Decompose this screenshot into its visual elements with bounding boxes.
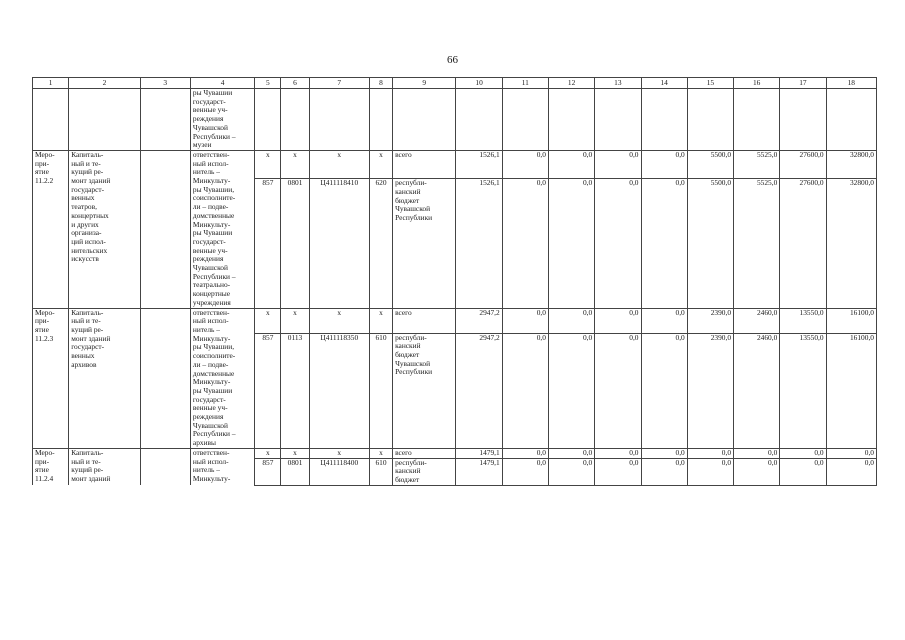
code-cell: x [255,448,281,458]
code-cell: x [309,308,369,333]
code-cell: 0113 [281,333,309,448]
value-cell: 13550,0 [780,333,826,448]
measure-name: Капиталь- ный и те- кущий ре- монт зданий [69,448,140,485]
value-cell: 0,0 [641,308,687,333]
value-cell: 16100,0 [826,333,876,448]
value-cell: 0,0 [780,458,826,485]
value-cell: 32800,0 [826,150,876,178]
value-cell: 0,0 [641,150,687,178]
column-header: 18 [826,78,876,89]
value-cell: 0,0 [548,333,594,448]
column-header: 3 [140,78,190,89]
value-cell: 0,0 [548,179,594,308]
code-cell: 620 [369,179,392,308]
column-header: 17 [780,78,826,89]
budget-table [32,77,877,486]
column-header: 12 [548,78,594,89]
executor-cell: ответствен- ный испол- нитель – Минкульту- ры Чувашии, соисполните- ли – подве- домственные Минкульту- ры Чувашии государст- венные уч- реждения Чувашской Республики – архивы [190,308,254,448]
value-cell: 0,0 [548,458,594,485]
value-cell: 0,0 [641,179,687,308]
code-cell: 610 [369,333,392,448]
value-cell: 5500,0 [687,179,733,308]
measure-name: Капиталь- ный и те- кущий ре- монт зданий государст- венных театров, концертных и других организа- ций испол- нительских искусств [69,150,140,308]
code-cell: 0801 [281,458,309,485]
column-header: 2 [69,78,140,89]
value-cell: 27600,0 [780,179,826,308]
measure-id: Меро- при- ятие 11.2.3 [33,308,69,448]
code-cell: Ц411118350 [309,333,369,448]
value-cell: 0,0 [502,333,548,448]
value-cell: 2460,0 [734,308,780,333]
value-cell: 0,0 [595,308,641,333]
column-header: 13 [595,78,641,89]
source-cell: всего [393,448,456,458]
column-header: 8 [369,78,392,89]
value-cell: 0,0 [548,308,594,333]
value-cell: 0,0 [826,458,876,485]
measure-id: Меро- при- ятие 11.2.4 [33,448,69,485]
code-cell: x [255,150,281,178]
value-cell: 0,0 [734,458,780,485]
code-cell: x [369,448,392,458]
value-cell: 0,0 [687,448,733,458]
value-cell: 5525,0 [734,179,780,308]
column-header: 1 [33,78,69,89]
value-cell: 5525,0 [734,150,780,178]
continuation-row [33,89,877,151]
source-cell: республи- канский бюджет Чувашской Республики [393,333,456,448]
value-cell: 2460,0 [734,333,780,448]
column-header: 5 [255,78,281,89]
code-cell: x [309,150,369,178]
value-cell: 2947,2 [456,308,502,333]
value-cell: 0,0 [502,179,548,308]
value-cell: 0,0 [548,448,594,458]
executor-cell: ответствен- ный испол- нитель – Минкульту- ры Чувашии, соисполните- ли – подве- домственные Минкульту- ры Чувашии государст- венные уч- реждения Чувашской Республики – театрально- концертные учреждения [190,150,254,308]
code-cell: x [281,448,309,458]
value-cell: 0,0 [687,458,733,485]
value-cell: 16100,0 [826,308,876,333]
value-cell: 0,0 [502,458,548,485]
code-cell: 857 [255,333,281,448]
executor-cell: ры Чувашии государст- венные уч- реждения Чувашской Республики – музеи [190,89,254,151]
code-cell: x [369,308,392,333]
source-cell: республи- канский бюджет Чувашской Республики [393,179,456,308]
column-header: 14 [641,78,687,89]
value-cell: 0,0 [595,333,641,448]
column-header: 16 [734,78,780,89]
value-cell: 32800,0 [826,179,876,308]
measure-total-row [33,448,877,458]
column-header: 7 [309,78,369,89]
column-number-row [33,78,877,89]
code-cell: x [281,150,309,178]
value-cell: 0,0 [641,333,687,448]
value-cell: 13550,0 [780,308,826,333]
value-cell: 0,0 [595,458,641,485]
value-cell: 5500,0 [687,150,733,178]
measure-name: Капиталь- ный и те- кущий ре- монт зданий государст- венных архивов [69,308,140,448]
empty-cell [140,308,190,448]
value-cell: 0,0 [595,150,641,178]
value-cell: 2390,0 [687,308,733,333]
measure-total-row [33,308,877,333]
column-header: 9 [393,78,456,89]
source-cell: всего [393,150,456,178]
value-cell: 1526,1 [456,150,502,178]
value-cell: 0,0 [502,308,548,333]
code-cell: 0801 [281,179,309,308]
value-cell: 27600,0 [780,150,826,178]
value-cell: 0,0 [826,448,876,458]
measure-id: Меро- при- ятие 11.2.2 [33,150,69,308]
code-cell: 857 [255,179,281,308]
column-header: 10 [456,78,502,89]
empty-cell [140,448,190,485]
code-cell: x [309,448,369,458]
code-cell: Ц411118410 [309,179,369,308]
value-cell: 0,0 [502,150,548,178]
source-cell: республи- канский бюджет [393,458,456,485]
column-header: 15 [687,78,733,89]
value-cell: 0,0 [641,458,687,485]
code-cell: x [255,308,281,333]
code-cell: x [281,308,309,333]
value-cell: 0,0 [548,150,594,178]
value-cell: 2390,0 [687,333,733,448]
value-cell: 0,0 [502,448,548,458]
code-cell: Ц411118400 [309,458,369,485]
value-cell: 1479,1 [456,448,502,458]
column-header: 11 [502,78,548,89]
value-cell: 0,0 [595,179,641,308]
code-cell: x [369,150,392,178]
value-cell: 2947,2 [456,333,502,448]
page-number: 66 [447,54,458,66]
source-cell: всего [393,308,456,333]
value-cell: 0,0 [780,448,826,458]
value-cell: 1479,1 [456,458,502,485]
value-cell: 1526,1 [456,179,502,308]
column-header: 6 [281,78,309,89]
empty-cell [140,150,190,308]
value-cell: 0,0 [595,448,641,458]
executor-cell: ответствен- ный испол- нитель – Минкульту- [190,448,254,485]
code-cell: 610 [369,458,392,485]
measure-total-row [33,150,877,178]
value-cell: 0,0 [734,448,780,458]
value-cell: 0,0 [641,448,687,458]
code-cell: 857 [255,458,281,485]
column-header: 4 [190,78,254,89]
